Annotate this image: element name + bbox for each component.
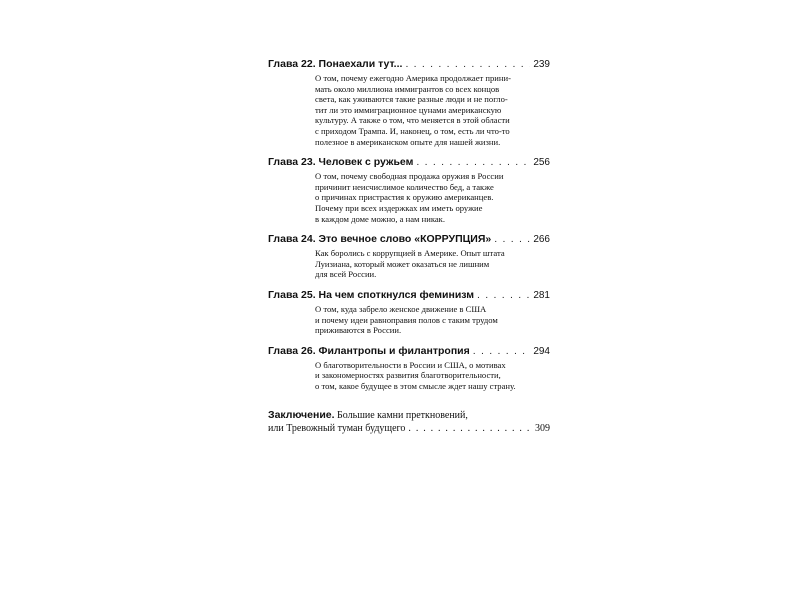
- description-line: о том, какое будущее в этом смысле ждет нашу страну.: [315, 380, 516, 391]
- description-line: причинит неисчислимое количество бед, а также: [315, 181, 494, 192]
- chapter-heading: [268, 233, 550, 246]
- page-number: 294: [533, 345, 550, 357]
- dot-leader: [473, 345, 531, 358]
- page-number: 256: [533, 157, 550, 169]
- dot-leader: [416, 156, 530, 169]
- conclusion-label: Заключение.: [268, 409, 335, 422]
- description-line: и почему идеи равноправия полов с таким трудом: [315, 314, 498, 325]
- chapter-heading: [268, 289, 550, 302]
- dot-leader: [477, 289, 530, 302]
- description-line: полезное в американском опыте для нашей жизни.: [315, 136, 501, 147]
- toc-entry-chapter-23[interactable]: [268, 156, 550, 224]
- description-line: О том, почему свободная продажа оружия в России: [315, 171, 504, 182]
- chapter-title: Глава 26. Филантропы и филантропия: [268, 344, 470, 357]
- toc-entry-chapter-22[interactable]: [268, 58, 550, 147]
- description-line: культуру. А также о том, что меняется в этой области: [315, 115, 510, 126]
- table-of-contents: [268, 58, 550, 435]
- page-number: 281: [533, 289, 550, 301]
- chapter-heading: [268, 345, 550, 358]
- description-line: о причинах пристрастия к оружию американцев.: [315, 192, 494, 203]
- dot-leader: [494, 233, 530, 246]
- dot-leader: [408, 423, 532, 436]
- chapter-title: Глава 22. Понаехали тут...: [268, 58, 403, 70]
- chapter-description: [315, 171, 550, 224]
- page-number: 239: [533, 59, 550, 70]
- description-line: О том, почему ежегодно Америка продолжает прини-: [315, 73, 511, 83]
- description-line: для всей России.: [315, 269, 377, 280]
- toc-entry-chapter-25[interactable]: [268, 289, 550, 336]
- description-line: Луизиана, который может оказаться не лишним: [315, 258, 490, 269]
- chapter-description: [315, 304, 550, 336]
- description-line: О благотворительности в России и США, о мотивах: [315, 359, 506, 370]
- toc-entry-conclusion[interactable]: [268, 409, 550, 435]
- chapter-heading: [268, 156, 550, 169]
- chapter-description: [315, 248, 550, 280]
- description-line: мать около миллиона иммигрантов со всех концов: [315, 83, 500, 94]
- conclusion-first-line: [268, 409, 550, 423]
- chapter-title: Глава 25. На чем споткнулся феминизм: [268, 288, 475, 301]
- chapter-description: [315, 360, 550, 392]
- chapter-heading: [268, 58, 550, 71]
- dot-leader: [405, 58, 530, 71]
- toc-entry-chapter-24[interactable]: [268, 233, 550, 280]
- toc-entry-chapter-26[interactable]: [268, 345, 550, 392]
- page-number: 266: [533, 234, 550, 246]
- conclusion-title-part-2: или Тревожный туман будущего: [268, 422, 406, 434]
- description-line: с приходом Трампа. И, наконец, о том, есть ли что-то: [315, 125, 510, 136]
- description-line: и закономерностях развития благотворительности,: [315, 370, 501, 381]
- description-line: Как боролись с коррупцией в Америке. Опыт штата: [315, 248, 505, 259]
- chapter-description: [315, 73, 550, 147]
- description-line: О том, куда забрело женское движение в США: [315, 303, 487, 314]
- description-line: в каждом доме можно, а нам никак.: [315, 213, 445, 224]
- conclusion-title-part-1: Большие камни преткновений,: [334, 410, 468, 422]
- description-line: тит ли это иммиграционное цунами американскую: [315, 104, 502, 115]
- description-line: света, как уживаются такие разные люди и не погло-: [315, 94, 508, 105]
- chapter-title: Глава 24. Это вечное слово «КОРРУПЦИЯ»: [268, 233, 492, 246]
- page-number: 309: [535, 422, 550, 434]
- conclusion-second-line: [268, 423, 550, 436]
- chapter-title: Глава 23. Человек с ружьем: [268, 156, 414, 169]
- description-line: приживаются в России.: [315, 325, 402, 336]
- description-line: Почему при всех издержках им иметь оружие: [315, 202, 483, 213]
